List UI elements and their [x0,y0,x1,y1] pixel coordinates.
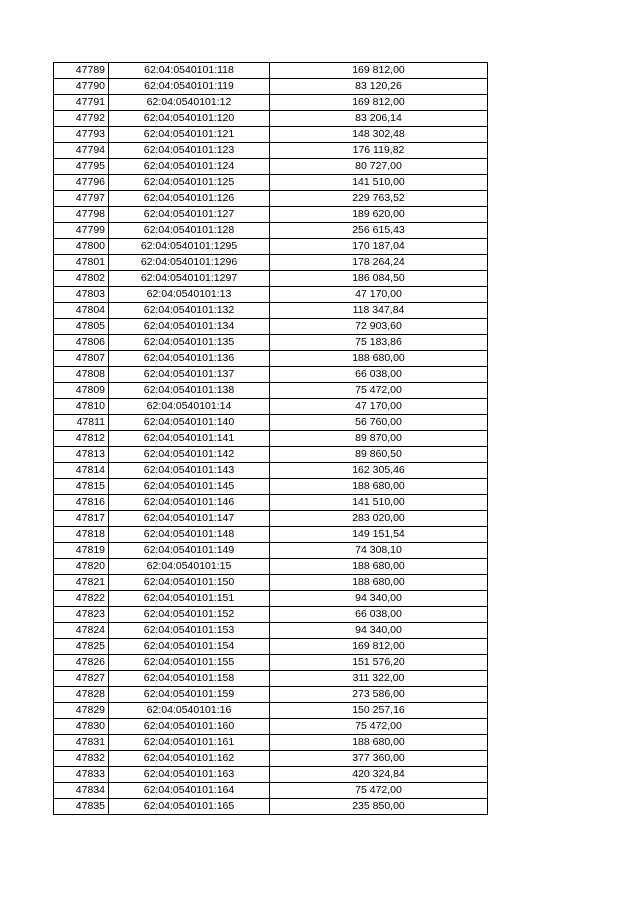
table-row [54,287,488,303]
table-row [54,271,488,287]
cadastral-value-cell: 151 576,20 [270,655,488,671]
cadastral-number-cell: 62:04:0540101:153 [109,623,270,639]
cadastral-value-cell: 66 038,00 [270,367,488,383]
cadastral-value-cell: 150 257,16 [270,703,488,719]
row-number-cell: 47828 [54,687,109,703]
table-row [54,671,488,687]
cadastral-value-cell: 162 305,46 [270,463,488,479]
table-row [54,431,488,447]
cadastral-value-cell: 188 680,00 [270,575,488,591]
row-number-cell: 47826 [54,655,109,671]
cadastral-value-cell: 75 472,00 [270,783,488,799]
row-number-cell: 47808 [54,367,109,383]
row-number-cell: 47820 [54,559,109,575]
table-row [54,575,488,591]
row-number-cell: 47813 [54,447,109,463]
cadastral-number-cell: 62:04:0540101:1297 [109,271,270,287]
table-row [54,463,488,479]
cadastral-number-cell: 62:04:0540101:124 [109,159,270,175]
cadastral-number-cell: 62:04:0540101:15 [109,559,270,575]
cadastral-value-cell: 273 586,00 [270,687,488,703]
row-number-cell: 47803 [54,287,109,303]
table-row [54,447,488,463]
cadastral-value-cell: 169 812,00 [270,95,488,111]
row-number-cell: 47792 [54,111,109,127]
row-number-cell: 47822 [54,591,109,607]
cadastral-number-cell: 62:04:0540101:123 [109,143,270,159]
cadastral-number-cell: 62:04:0540101:120 [109,111,270,127]
row-number-cell: 47799 [54,223,109,239]
cadastral-value-cell: 89 870,00 [270,431,488,447]
cadastral-value-cell: 189 620,00 [270,207,488,223]
table-row [54,399,488,415]
row-number-cell: 47805 [54,319,109,335]
table-row [54,223,488,239]
row-number-cell: 47835 [54,799,109,815]
table-row [54,159,488,175]
cadastral-value-cell: 169 812,00 [270,639,488,655]
table-row [54,239,488,255]
cadastral-number-cell: 62:04:0540101:151 [109,591,270,607]
row-number-cell: 47800 [54,239,109,255]
row-number-cell: 47795 [54,159,109,175]
cadastral-number-cell: 62:04:0540101:1295 [109,239,270,255]
cadastral-number-cell: 62:04:0540101:165 [109,799,270,815]
table-row [54,383,488,399]
table-row [54,559,488,575]
row-number-cell: 47821 [54,575,109,591]
row-number-cell: 47814 [54,463,109,479]
table-row [54,639,488,655]
table-row [54,655,488,671]
row-number-cell: 47827 [54,671,109,687]
table-row [54,511,488,527]
table-row [54,127,488,143]
table-row [54,799,488,815]
table-row [54,719,488,735]
cadastral-number-cell: 62:04:0540101:16 [109,703,270,719]
cadastral-number-cell: 62:04:0540101:135 [109,335,270,351]
cadastral-value-cell: 66 038,00 [270,607,488,623]
table-body [54,63,488,815]
cadastral-value-cell: 94 340,00 [270,591,488,607]
row-number-cell: 47825 [54,639,109,655]
table-row [54,335,488,351]
row-number-cell: 47819 [54,543,109,559]
cadastral-number-cell: 62:04:0540101:119 [109,79,270,95]
row-number-cell: 47832 [54,751,109,767]
cadastral-number-cell: 62:04:0540101:12 [109,95,270,111]
row-number-cell: 47797 [54,191,109,207]
cadastral-value-cell: 283 020,00 [270,511,488,527]
cadastral-value-cell: 83 120,26 [270,79,488,95]
cadastral-number-cell: 62:04:0540101:147 [109,511,270,527]
table-row [54,543,488,559]
row-number-cell: 47818 [54,527,109,543]
row-number-cell: 47798 [54,207,109,223]
cadastral-value-cell: 188 680,00 [270,351,488,367]
table-row [54,591,488,607]
row-number-cell: 47809 [54,383,109,399]
cadastral-value-cell: 186 084,50 [270,271,488,287]
cadastral-number-cell: 62:04:0540101:149 [109,543,270,559]
cadastral-value-cell: 75 472,00 [270,383,488,399]
table-row [54,687,488,703]
cadastral-value-cell: 176 119,82 [270,143,488,159]
cadastral-number-cell: 62:04:0540101:161 [109,735,270,751]
cadastral-value-cell: 83 206,14 [270,111,488,127]
table-row [54,367,488,383]
cadastral-number-cell: 62:04:0540101:164 [109,783,270,799]
cadastral-value-cell: 80 727,00 [270,159,488,175]
cadastral-value-cell: 148 302,48 [270,127,488,143]
cadastral-number-cell: 62:04:0540101:154 [109,639,270,655]
cadastral-number-cell: 62:04:0540101:1296 [109,255,270,271]
row-number-cell: 47806 [54,335,109,351]
cadastral-value-cell: 256 615,43 [270,223,488,239]
table-row [54,207,488,223]
cadastral-number-cell: 62:04:0540101:143 [109,463,270,479]
cadastral-value-cell: 89 860,50 [270,447,488,463]
cadastral-value-table [53,62,488,815]
table-row [54,415,488,431]
cadastral-value-cell: 141 510,00 [270,495,488,511]
row-number-cell: 47811 [54,415,109,431]
row-number-cell: 47816 [54,495,109,511]
table-row [54,351,488,367]
row-number-cell: 47830 [54,719,109,735]
table-row [54,527,488,543]
row-number-cell: 47810 [54,399,109,415]
cadastral-number-cell: 62:04:0540101:118 [109,63,270,79]
cadastral-number-cell: 62:04:0540101:141 [109,431,270,447]
cadastral-number-cell: 62:04:0540101:155 [109,655,270,671]
cadastral-number-cell: 62:04:0540101:137 [109,367,270,383]
row-number-cell: 47793 [54,127,109,143]
cadastral-value-cell: 47 170,00 [270,399,488,415]
cadastral-number-cell: 62:04:0540101:138 [109,383,270,399]
cadastral-number-cell: 62:04:0540101:142 [109,447,270,463]
row-number-cell: 47791 [54,95,109,111]
cadastral-number-cell: 62:04:0540101:128 [109,223,270,239]
table-row [54,303,488,319]
cadastral-value-cell: 118 347,84 [270,303,488,319]
cadastral-value-cell: 141 510,00 [270,175,488,191]
table-row [54,255,488,271]
cadastral-number-cell: 62:04:0540101:140 [109,415,270,431]
table-row [54,495,488,511]
table-row [54,63,488,79]
row-number-cell: 47817 [54,511,109,527]
row-number-cell: 47801 [54,255,109,271]
cadastral-value-cell: 149 151,54 [270,527,488,543]
cadastral-number-cell: 62:04:0540101:158 [109,671,270,687]
row-number-cell: 47789 [54,63,109,79]
row-number-cell: 47802 [54,271,109,287]
table-row [54,175,488,191]
row-number-cell: 47812 [54,431,109,447]
cadastral-value-cell: 72 903,60 [270,319,488,335]
table-row [54,191,488,207]
cadastral-number-cell: 62:04:0540101:159 [109,687,270,703]
table-row [54,783,488,799]
table-row [54,95,488,111]
cadastral-number-cell: 62:04:0540101:146 [109,495,270,511]
table-row [54,319,488,335]
cadastral-number-cell: 62:04:0540101:150 [109,575,270,591]
table-row [54,143,488,159]
row-number-cell: 47834 [54,783,109,799]
cadastral-value-cell: 311 322,00 [270,671,488,687]
table-row [54,703,488,719]
row-number-cell: 47807 [54,351,109,367]
cadastral-value-cell: 235 850,00 [270,799,488,815]
cadastral-value-cell: 229 763,52 [270,191,488,207]
cadastral-value-cell: 188 680,00 [270,479,488,495]
row-number-cell: 47824 [54,623,109,639]
cadastral-number-cell: 62:04:0540101:13 [109,287,270,303]
cadastral-value-cell: 188 680,00 [270,559,488,575]
cadastral-number-cell: 62:04:0540101:152 [109,607,270,623]
cadastral-number-cell: 62:04:0540101:121 [109,127,270,143]
cadastral-value-cell: 420 324,84 [270,767,488,783]
cadastral-number-cell: 62:04:0540101:160 [109,719,270,735]
table-row [54,751,488,767]
cadastral-number-cell: 62:04:0540101:125 [109,175,270,191]
row-number-cell: 47796 [54,175,109,191]
cadastral-number-cell: 62:04:0540101:14 [109,399,270,415]
cadastral-value-cell: 47 170,00 [270,287,488,303]
cadastral-value-cell: 169 812,00 [270,63,488,79]
row-number-cell: 47794 [54,143,109,159]
spreadsheet-page [53,62,487,815]
cadastral-value-cell: 188 680,00 [270,735,488,751]
table-row [54,767,488,783]
cadastral-number-cell: 62:04:0540101:162 [109,751,270,767]
cadastral-value-cell: 75 183,86 [270,335,488,351]
cadastral-value-cell: 377 360,00 [270,751,488,767]
table-row [54,111,488,127]
cadastral-number-cell: 62:04:0540101:136 [109,351,270,367]
table-row [54,479,488,495]
row-number-cell: 47829 [54,703,109,719]
cadastral-value-cell: 94 340,00 [270,623,488,639]
row-number-cell: 47790 [54,79,109,95]
cadastral-number-cell: 62:04:0540101:126 [109,191,270,207]
cadastral-number-cell: 62:04:0540101:145 [109,479,270,495]
cadastral-number-cell: 62:04:0540101:163 [109,767,270,783]
cadastral-number-cell: 62:04:0540101:134 [109,319,270,335]
cadastral-number-cell: 62:04:0540101:148 [109,527,270,543]
cadastral-value-cell: 75 472,00 [270,719,488,735]
cadastral-value-cell: 178 264,24 [270,255,488,271]
row-number-cell: 47804 [54,303,109,319]
cadastral-number-cell: 62:04:0540101:132 [109,303,270,319]
cadastral-value-cell: 170 187,04 [270,239,488,255]
table-row [54,623,488,639]
cadastral-value-cell: 56 760,00 [270,415,488,431]
row-number-cell: 47831 [54,735,109,751]
table-row [54,607,488,623]
row-number-cell: 47815 [54,479,109,495]
cadastral-number-cell: 62:04:0540101:127 [109,207,270,223]
table-row [54,735,488,751]
table-row [54,79,488,95]
cadastral-value-cell: 74 308,10 [270,543,488,559]
row-number-cell: 47823 [54,607,109,623]
row-number-cell: 47833 [54,767,109,783]
